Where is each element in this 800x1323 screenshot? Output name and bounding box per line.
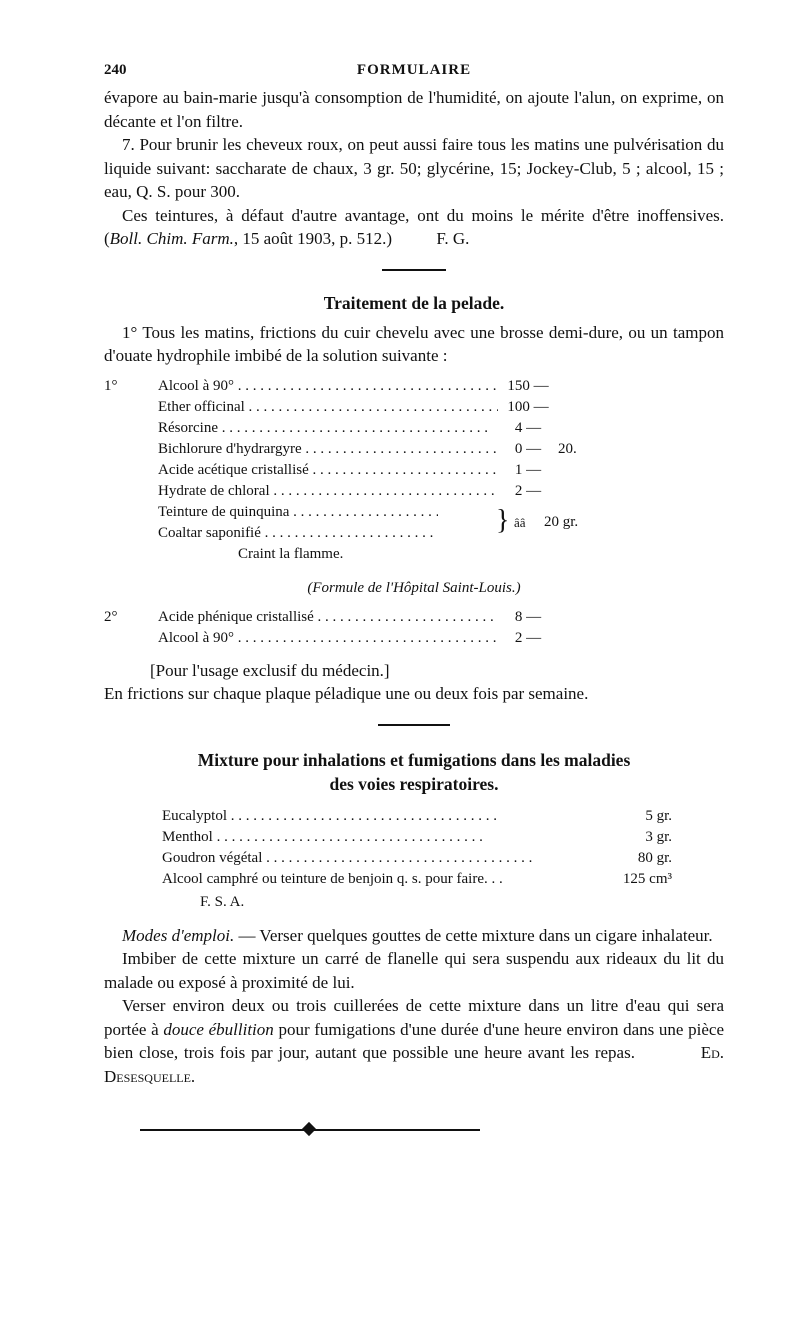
mixture-row — [162, 806, 724, 827]
mixture-p3-em: douce ébullition — [163, 1019, 274, 1039]
section-divider — [382, 269, 446, 271]
mixture-recipe — [104, 806, 724, 890]
page-header — [104, 62, 724, 86]
brace-item: Coaltar saponifié . . . — [158, 523, 438, 544]
intro-paragraph-1: évapore au bain-marie jusqu'à consomption de l'humidité, on ajoute l'alun, on exprime, on décante et l'on filtre. — [104, 88, 724, 131]
recipe-row — [104, 376, 724, 397]
ingredient-name: Alcool à 90° . . . — [158, 628, 498, 649]
mixture-row — [162, 869, 724, 890]
intro-p3-tail: , 15 août 1903, p. 512.) — [233, 229, 393, 248]
mixture-quantity: 80 gr. — [637, 849, 672, 866]
ingredient-extra: 20. — [558, 440, 577, 457]
signature: Ed. Desesquelle. — [104, 1043, 724, 1086]
recipe-row — [104, 628, 724, 649]
mixture-title-line-1: Mixture pour inhalations et fumigations dans les maladies — [197, 749, 631, 770]
intro-p3-ref: Boll. Chim. Farm. — [109, 229, 234, 248]
recipe-2 — [104, 607, 724, 649]
intro-paragraph-3 — [104, 204, 724, 251]
mixture-usage — [104, 924, 724, 948]
mixture-row — [162, 848, 724, 869]
recipe-number — [104, 439, 158, 460]
ingredient-quantity: 4 — — [514, 419, 542, 436]
ingredient-quantity: 0 — — [514, 440, 542, 457]
mixture-row — [162, 827, 724, 848]
ingredient-quantity: 1 — — [514, 461, 542, 478]
recipe-row — [104, 460, 724, 481]
ingredient-extra — [558, 481, 598, 502]
recipe-number — [104, 418, 158, 439]
running-title: FORMULAIRE — [356, 62, 472, 78]
usage-label: Modes d'emploi. — [122, 925, 235, 945]
recipe-1 — [104, 376, 724, 565]
pelade-note-1: [Pour l'usage exclusif du médecin.] — [150, 660, 390, 680]
ingredient-quantity: 8 — — [514, 608, 542, 625]
mixture-ingredient: Goudron végétal . . . — [162, 848, 612, 869]
intro-signature: F. G. — [436, 229, 470, 248]
mixture-quantity: 3 gr. — [645, 828, 672, 845]
mixture-ingredient: Menthol . . . — [162, 827, 612, 848]
ingredient-name: Hydrate de chloral . . . — [158, 481, 498, 502]
recipe-row — [104, 418, 724, 439]
brace-group — [104, 502, 724, 544]
ingredient-extra — [558, 460, 598, 481]
ingredient-quantity: 150 — — [507, 377, 549, 394]
mixture-quantity: 5 gr. — [645, 807, 672, 824]
end-ornament-icon — [302, 1122, 316, 1136]
brace-label: ââ — [514, 514, 526, 530]
ingredient-extra — [558, 397, 598, 418]
mixture-quantity: 125 cm³ — [622, 870, 672, 887]
recipe-number — [104, 397, 158, 418]
ingredient-name: Alcool à 90° . . . — [158, 376, 498, 397]
intro-paragraph-2: 7. Pour brunir les cheveux roux, on peut aussi faire tous les matins une pulvérisation du liquide suivant: saccharate de chaux, 3 gr. 50; glycérine, 15; Jockey-Club, 5 ; alcool, 15 ; eau, Q. S. pour 300. — [104, 135, 724, 201]
mixture-p3-a: Verser environ deux ou trois cuillerées de cette mixture dans un litre d'eau qui sera portée à — [104, 996, 724, 1039]
ingredient-name: Acide phénique cristallisé . . . — [158, 607, 498, 628]
recipe-number: 2° — [104, 608, 118, 625]
recipe-number — [104, 460, 158, 481]
mixture-paragraph-2: Imbiber de cette mixture un carré de flanelle qui sera suspendu aux rideaux du lit du malade ou exposé à proximité de lui. — [104, 949, 724, 992]
ingredient-name: Résorcine . . . — [158, 418, 498, 439]
mixture-title-line-2: des voies respiratoires. — [329, 773, 499, 794]
ingredient-name: Bichlorure d'hydrargyre . . . — [158, 439, 498, 460]
mixture-fsa: F. S. A. — [200, 893, 245, 910]
recipe-number — [104, 481, 158, 502]
ingredient-extra — [558, 376, 598, 397]
pelade-note-2: En frictions sur chaque plaque péladique une ou deux fois par semaine. — [104, 684, 589, 703]
recipe-row — [104, 481, 724, 502]
flame-note: Craint la flamme. — [238, 545, 344, 562]
usage-text: — Verser quelques gouttes de cette mixture dans un cigare inhalateur. — [234, 925, 713, 945]
mixture-ingredient: Alcool camphré ou teinture de benjoin q. s. pour faire. . . — [162, 870, 503, 887]
recipe-number: 1° — [104, 377, 118, 394]
recipe-row — [104, 607, 724, 628]
recipe-number — [104, 628, 158, 649]
intro-p3-text: Ces teintures, à défaut d'autre avantage, ont du moins le mérite d'être inoffensives. ( — [104, 205, 724, 248]
ingredient-quantity: 100 — — [507, 398, 549, 415]
ingredient-name: Acide acétique cristallisé . . . — [158, 460, 498, 481]
brace-quantity: 20 gr. — [544, 513, 579, 530]
formula-source: (Formule de l'Hôpital Saint-Louis.) — [307, 579, 521, 596]
ingredient-name: Ether officinal . . . — [158, 397, 498, 418]
page — [104, 62, 724, 1088]
ingredient-extra — [558, 418, 598, 439]
brace-symbol: } — [496, 504, 510, 536]
ingredient-quantity: 2 — — [514, 629, 542, 646]
mixture-paragraph-3 — [104, 994, 724, 1088]
brace-item: Teinture de quinquina . . . — [158, 502, 438, 523]
page-number: 240 — [104, 62, 127, 78]
section-divider — [378, 724, 450, 726]
mixture-ingredient: Eucalyptol . . . — [162, 806, 612, 827]
recipe-row — [104, 397, 724, 418]
mixture-p3-b: pour fumigations d'une durée d'une heure environ dans une pièce bien close, trois fois par jour, autant que possible une heure avant les repas. — [104, 1019, 724, 1062]
ingredient-quantity: 2 — — [514, 482, 542, 499]
pelade-title: Traitement de la pelade. — [323, 292, 505, 313]
recipe-row — [104, 439, 724, 460]
pelade-lead: 1° Tous les matins, frictions du cuir chevelu avec une brosse demi-dure, ou un tampon d'ouate hydrophile imbibé de la solution suivante : — [104, 322, 724, 365]
